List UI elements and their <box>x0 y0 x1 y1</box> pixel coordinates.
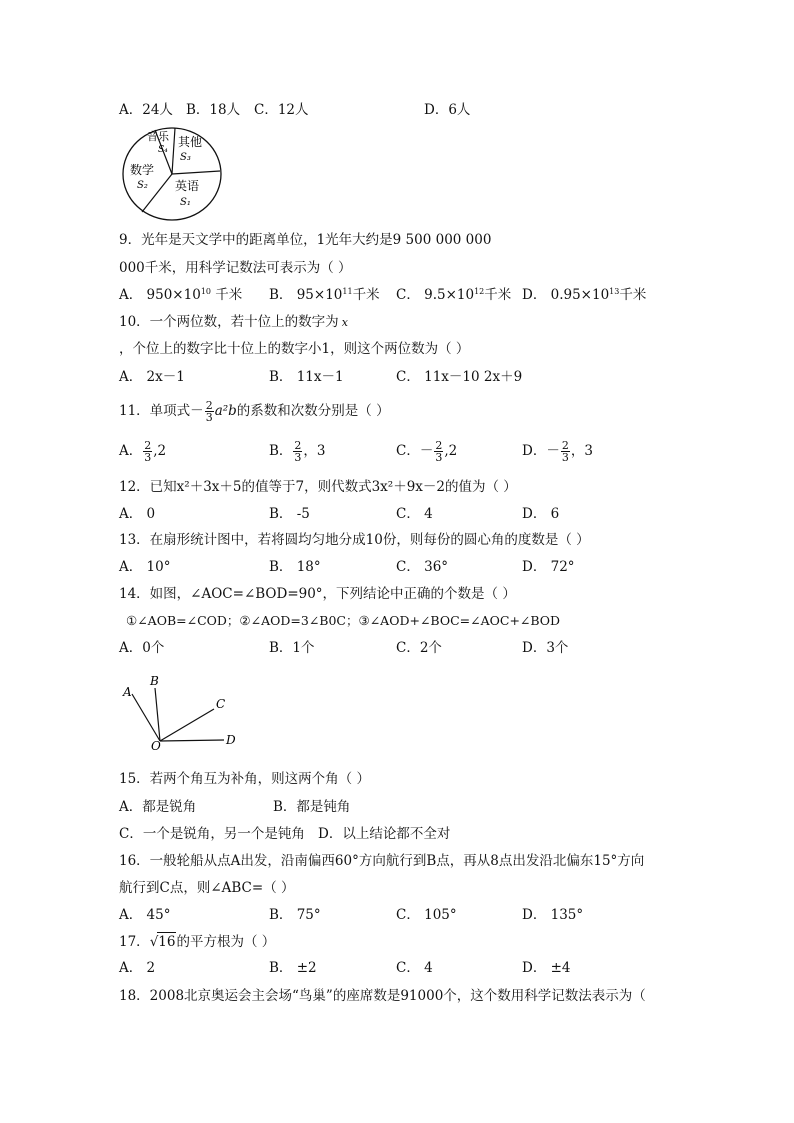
q11-option-c: C．－ $\frac{2}{3}$ ,2 <box>396 439 458 464</box>
q8-option-d: D．6人 <box>424 102 471 118</box>
pie-chart-figure <box>120 124 225 224</box>
q13-option-c: C． 36° <box>396 559 449 575</box>
q13-stem: 13．在扇形统计图中，若将圆均匀地分成10份，则每份的圆心角的度数是（ ） <box>119 532 590 548</box>
label-b: B <box>150 674 159 688</box>
pie-divider-2 <box>172 128 175 174</box>
q10-stem-line1: 10．一个两位数，若十位上的数字为 x <box>119 314 348 330</box>
q15-option-c: C．一个是锐角，另一个是钝角 <box>119 826 305 842</box>
q10-option-a: A． 2x－1 <box>119 369 185 385</box>
pie-label-s4: S₄ <box>158 145 168 155</box>
q8-option-b: B．18人 <box>186 102 241 118</box>
q18-stem: 18．2008北京奥运会主会场“鸟巢”的座席数是91000个，这个数用科学记数法表示为（ <box>119 988 646 1004</box>
q17-option-b: B． ±2 <box>269 960 317 976</box>
label-c: C <box>216 697 226 711</box>
q11-stem: 11．单项式－ $\frac{2}{3}$ a²b的系数和次数分别是（ ） <box>119 399 390 424</box>
q14-option-c: C．2个 <box>396 640 442 656</box>
pie-label-s1: S₁ <box>180 197 191 208</box>
pie-label-s2: S₂ <box>137 180 148 191</box>
q12-option-d: D． 6 <box>522 506 560 522</box>
q16-option-d: D． 135° <box>522 907 584 923</box>
q13-option-d: D． 72° <box>522 559 575 575</box>
q15-stem: 15．若两个角互为补角，则这两个角（ ） <box>119 771 370 787</box>
pie-label-s3: S₃ <box>180 152 191 163</box>
label-o: O <box>151 739 161 752</box>
q8-option-c: C．12人 <box>254 102 309 118</box>
q15-option-b: B．都是钝角 <box>273 799 351 815</box>
q13-option-a: A． 10° <box>119 559 171 575</box>
q14-option-a: A．0个 <box>119 640 165 656</box>
q12-stem: 12．已知x²＋3x＋5的值等于7，则代数式3x²＋9x－2的值为（ ） <box>119 479 517 495</box>
q16-option-c: C． 105° <box>396 907 457 923</box>
q11-option-d: D．－ $\frac{2}{3}$ ，3 <box>522 439 593 464</box>
q17-option-c: C． 4 <box>396 960 433 976</box>
q14-option-b: B．1个 <box>269 640 315 656</box>
q11-option-a: A． $\frac{2}{3}$ ,2 <box>119 439 167 464</box>
q11-stem-fraction: $\frac{2}{3}$ <box>205 399 213 424</box>
q10-stem-line2: ，个位上的数字比十位上的数字小1，则这个两位数为（ ） <box>119 341 470 357</box>
q16-option-a: A． 45° <box>119 907 171 923</box>
q12-option-c: C． 4 <box>396 506 433 522</box>
q9-option-d: D． $0.95\times 10^{13}$千米 <box>522 287 647 303</box>
angle-figure <box>118 670 248 752</box>
pie-label-other: 其他 <box>178 135 203 149</box>
q15-option-a: A．都是锐角 <box>119 799 197 815</box>
q17-option-a: A． 2 <box>119 960 156 976</box>
ray-oc <box>160 709 214 741</box>
q9-stem-line2: 000千米，用科学记数法可表示为（ ） <box>119 260 352 276</box>
label-d: D <box>226 733 236 747</box>
q17-stem: 17．√16的平方根为（ ） <box>119 934 276 950</box>
q12-option-b: B． -5 <box>269 506 310 522</box>
ray-od <box>160 740 224 741</box>
q15-option-d: D．以上结论都不全对 <box>318 826 451 842</box>
q9-option-c: C． $9.5\times 10^{12}$千米 <box>396 287 512 303</box>
label-a: A <box>123 685 132 699</box>
q13-option-b: B． 18° <box>269 559 321 575</box>
q16-stem-line2: 航行到C点，则∠ABC=（ ） <box>119 880 295 896</box>
q16-option-b: B． 75° <box>269 907 321 923</box>
q12-option-a: A． 0 <box>119 506 156 522</box>
q14-statements: ①∠AOB=∠COD；②∠AOD=3∠B0C；③∠AOD+∠BOC=∠AOC+∠BOD <box>126 613 561 628</box>
sqrt-icon: √ <box>149 934 159 950</box>
q10-option-c: C． 11x－10 2x＋9 <box>396 369 523 385</box>
pie-label-music: 音乐 <box>147 130 169 143</box>
q14-stem: 14．如图，∠AOC=∠BOD=90°，下列结论中正确的个数是（ ） <box>119 586 516 602</box>
q9-option-b: B． $95\times 10^{11}$千米 <box>269 287 380 303</box>
q16-stem-line1: 16．一般轮船从点A出发，沿南偏西60°方向航行到B点，再从8点出发沿北偏东15°方向 <box>119 853 645 869</box>
q9-option-a: A． $950\times 10^{10}$ 千米 <box>119 287 243 303</box>
q14-option-d: D．3个 <box>522 640 569 656</box>
pie-label-math: 数学 <box>130 163 155 177</box>
q17-option-d: D． ±4 <box>522 960 571 976</box>
q9-stem-line1: 9．光年是天文学中的距离单位，1光年大约是9 500 000 000 <box>119 232 492 248</box>
q8-option-a: A．24人 <box>119 102 173 118</box>
q10-option-b: B． 11x－1 <box>269 369 344 385</box>
q11-option-b: B． $\frac{2}{3}$ ，3 <box>269 439 326 464</box>
pie-divider-3 <box>172 171 220 174</box>
pie-label-english: 英语 <box>175 179 200 193</box>
